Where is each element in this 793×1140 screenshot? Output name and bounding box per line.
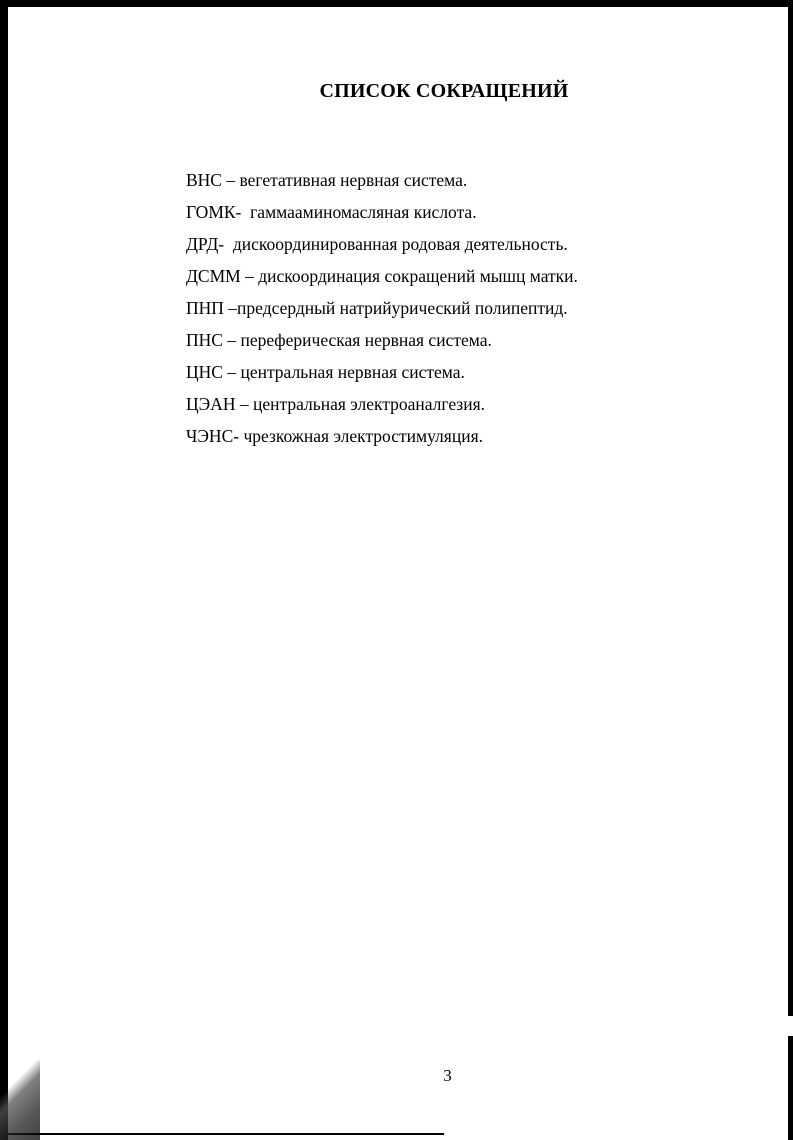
scan-border-left: [0, 0, 8, 1140]
abbreviation-item: ГОМК- гаммааминомасляная кислота.: [186, 202, 477, 222]
abbreviation-item: ВНС – вегетативная нервная система.: [186, 170, 468, 190]
page-title: СПИСОК СОКРАЩЕНИЙ: [319, 80, 569, 102]
scan-border-top: [0, 0, 793, 7]
abbreviation-item: ЦНС – центральная нервная система.: [186, 362, 465, 382]
page-number: 3: [443, 1066, 452, 1085]
abbreviation-item: ЦЭАН – центральная электроаналгезия.: [186, 394, 486, 414]
abbreviation-item: ДСММ – дискоординация сокращений мышц матки.: [186, 266, 578, 286]
abbreviation-item: ПНС – переферическая нервная система.: [186, 330, 492, 350]
abbreviation-item: ПНП –предсердный натрийурический полипептид.: [186, 298, 568, 318]
scan-border-bottom: [8, 1133, 444, 1135]
abbreviation-item: ДРД- дискоординированная родовая деятельность.: [186, 234, 568, 254]
scan-border-right-gap: [788, 1016, 793, 1036]
scan-border-right: [788, 0, 793, 1140]
abbreviation-item: ЧЭНС- чрезкожная электростимуляция.: [186, 426, 483, 446]
abbreviation-list: [186, 168, 578, 456]
